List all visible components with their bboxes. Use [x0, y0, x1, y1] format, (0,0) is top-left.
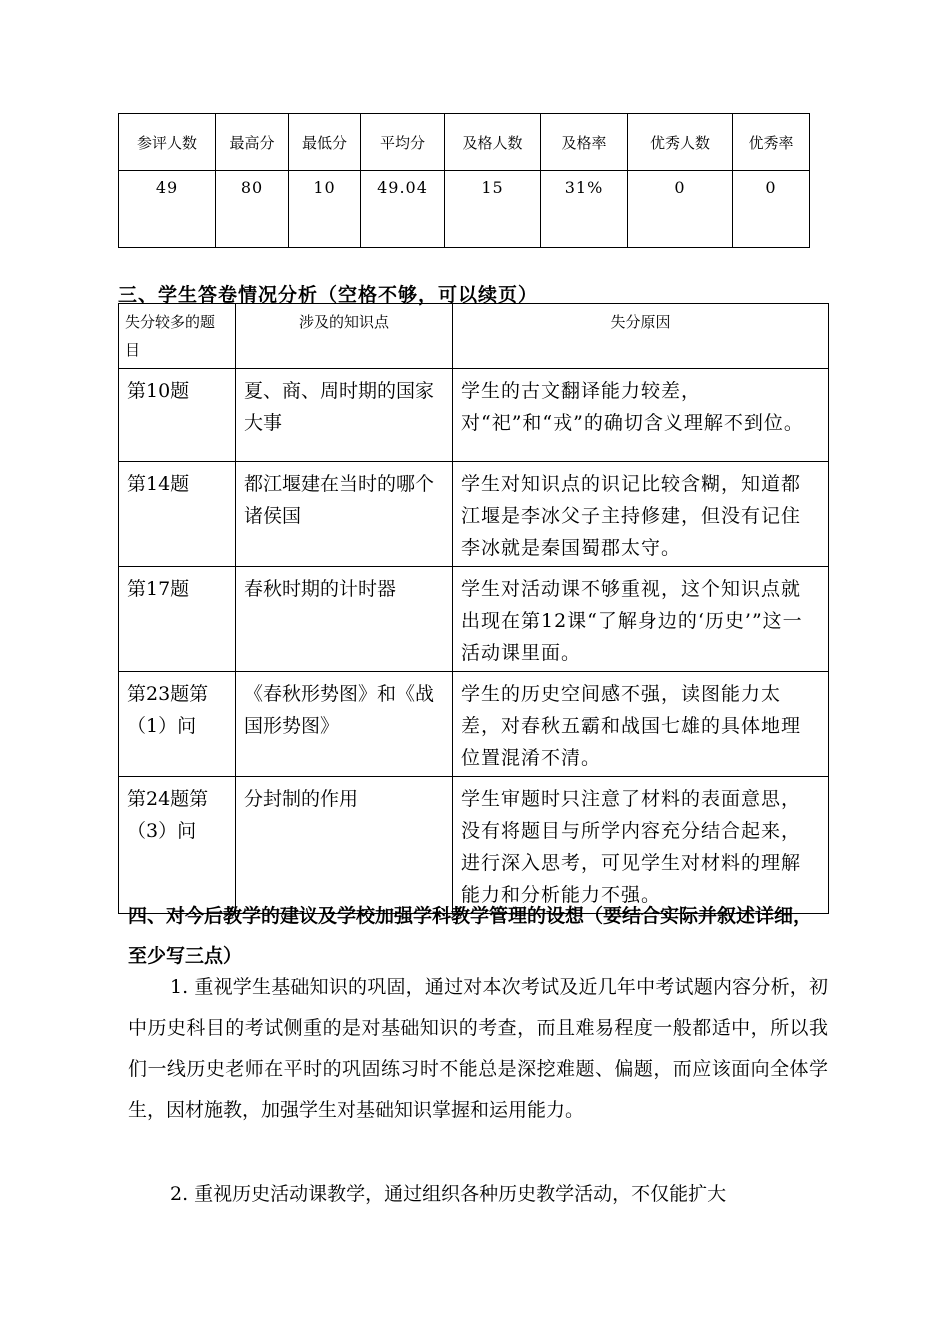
table-row	[119, 567, 829, 672]
knowledge-cell: 夏、商、周时期的国家大事	[236, 369, 453, 462]
answer-analysis-table	[118, 303, 829, 914]
score-stats-table	[118, 113, 810, 248]
stats-header-cell: 优秀人数	[628, 114, 733, 171]
stats-header-cell: 优秀率	[733, 114, 810, 171]
analysis-header-question: 失分较多的题目	[119, 304, 236, 369]
stats-value-cell: 31%	[541, 171, 628, 248]
suggestion-paragraph-2: 2. 重视历史活动课教学，通过组织各种历史教学活动，不仅能扩大	[170, 1183, 727, 1205]
section-3-title: 三、学生答卷情况分析（空格不够，可以续页）	[118, 284, 539, 306]
reason-cell: 学生的古文翻译能力较差，对“祀”和“戎”的确切含义理解不到位。	[453, 369, 829, 462]
stats-value-cell: 80	[216, 171, 289, 248]
question-cell: 第17题	[119, 567, 236, 672]
table-row	[119, 369, 829, 462]
knowledge-cell: 分封制的作用	[236, 777, 453, 914]
stats-value-cell: 10	[289, 171, 361, 248]
stats-value-cell: 15	[445, 171, 541, 248]
stats-header-cell: 参评人数	[119, 114, 216, 171]
stats-value-cell: 0	[628, 171, 733, 248]
reason-cell: 学生的历史空间感不强，读图能力太差，对春秋五霸和战国七雄的具体地理位置混淆不清。	[453, 672, 829, 777]
question-cell: 第14题	[119, 462, 236, 567]
knowledge-cell: 春秋时期的计时器	[236, 567, 453, 672]
stats-value-cell: 0	[733, 171, 810, 248]
stats-header-cell: 最高分	[216, 114, 289, 171]
table-row	[119, 462, 829, 567]
suggestion-paragraph-1: 1. 重视学生基础知识的巩固，通过对本次考试及近几年中考试题内容分析，初中历史科目的考试侧重的是对基础知识的考查，而且难易程度一般都适中，所以我们一线历史老师在平时的巩固练习时不能总是深挖难题、偏题，而应该面向全体学生，因材施教，加强学生对基础知识掌握和运用能力。	[128, 976, 828, 1121]
stats-value-row	[119, 171, 810, 248]
reason-cell: 学生对活动课不够重视，这个知识点就出现在第12课“了解身边的‘历史’”这一活动课里面。	[453, 567, 829, 672]
knowledge-cell: 都江堰建在当时的哪个诸侯国	[236, 462, 453, 567]
stats-header-cell: 平均分	[361, 114, 445, 171]
analysis-header-row	[119, 304, 829, 369]
reason-cell: 学生审题时只注意了材料的表面意思，没有将题目与所学内容充分结合起来，进行深入思考，可见学生对材料的理解能力和分析能力不强。	[453, 777, 829, 914]
question-cell: 第10题	[119, 369, 236, 462]
section-4-title: 四、对今后教学的建议及学校加强学科教学管理的设想（要结合实际并叙述详细，至少写三点）	[128, 905, 813, 967]
analysis-header-reason: 失分原因	[453, 304, 829, 369]
reason-cell: 学生对知识点的识记比较含糊，知道都江堰是李冰父子主持修建，但没有记住李冰就是秦国蜀郡太守。	[453, 462, 829, 567]
stats-value-cell: 49	[119, 171, 216, 248]
table-row	[119, 672, 829, 777]
stats-value-cell: 49.04	[361, 171, 445, 248]
stats-header-cell: 及格率	[541, 114, 628, 171]
analysis-header-knowledge: 涉及的知识点	[236, 304, 453, 369]
knowledge-cell: 《春秋形势图》和《战国形势图》	[236, 672, 453, 777]
stats-header-cell: 最低分	[289, 114, 361, 171]
stats-header-cell: 及格人数	[445, 114, 541, 171]
stats-header-row	[119, 114, 810, 171]
table-row	[119, 777, 829, 914]
question-cell: 第24题第（3）问	[119, 777, 236, 914]
question-cell: 第23题第（1）问	[119, 672, 236, 777]
